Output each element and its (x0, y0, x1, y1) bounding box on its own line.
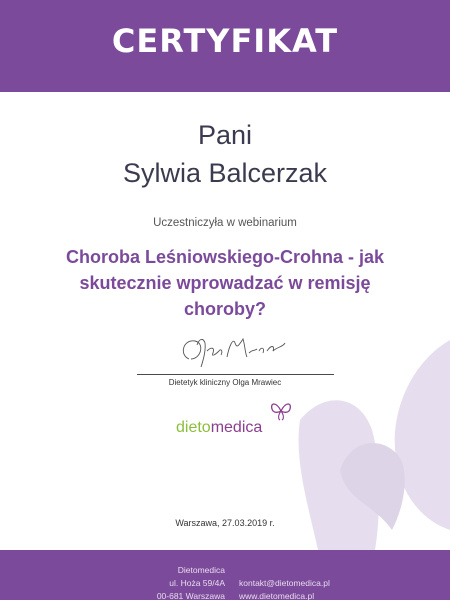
webinar-topic-line: choroby? (183, 299, 266, 319)
recipient-salutation: Pani (197, 120, 253, 150)
footer-company: Dietomedica (177, 565, 225, 575)
handwritten-signature (175, 329, 295, 371)
footer-street: ul. Hoża 59/4A (169, 578, 225, 588)
webinar-topic-line: Choroba Leśniowskiego-Crohna - jak (65, 247, 385, 267)
butterfly-icon (270, 399, 292, 421)
signature-line (137, 374, 334, 375)
webinar-topic-line: skutecznie wprowadzać w remisję (79, 273, 371, 293)
webinar-topic (40, 244, 410, 322)
certificate-footer (0, 550, 450, 600)
certificate-title: CERTYFIKAT (111, 22, 339, 60)
dietomedica-logo (176, 397, 296, 443)
footer-address (157, 564, 225, 600)
footer-contact (239, 577, 330, 600)
footer-website[interactable]: www.dietomedica.pl (239, 591, 315, 600)
certificate-body (0, 92, 450, 550)
participation-text: Uczestniczyła w webinarium (153, 217, 297, 229)
signer-caption: Dietetyk kliniczny Olga Mrawiec (168, 378, 282, 387)
logo-wordmark: dietomedica (176, 419, 263, 436)
recipient-name: Sylwia Balcerzak (122, 158, 328, 188)
place-and-date: Warszawa, 27.03.2019 r. (175, 518, 275, 528)
footer-email[interactable]: kontakt@dietomedica.pl (239, 578, 330, 588)
footer-city: 00-681 Warszawa (156, 591, 225, 600)
certificate-header (0, 0, 450, 92)
